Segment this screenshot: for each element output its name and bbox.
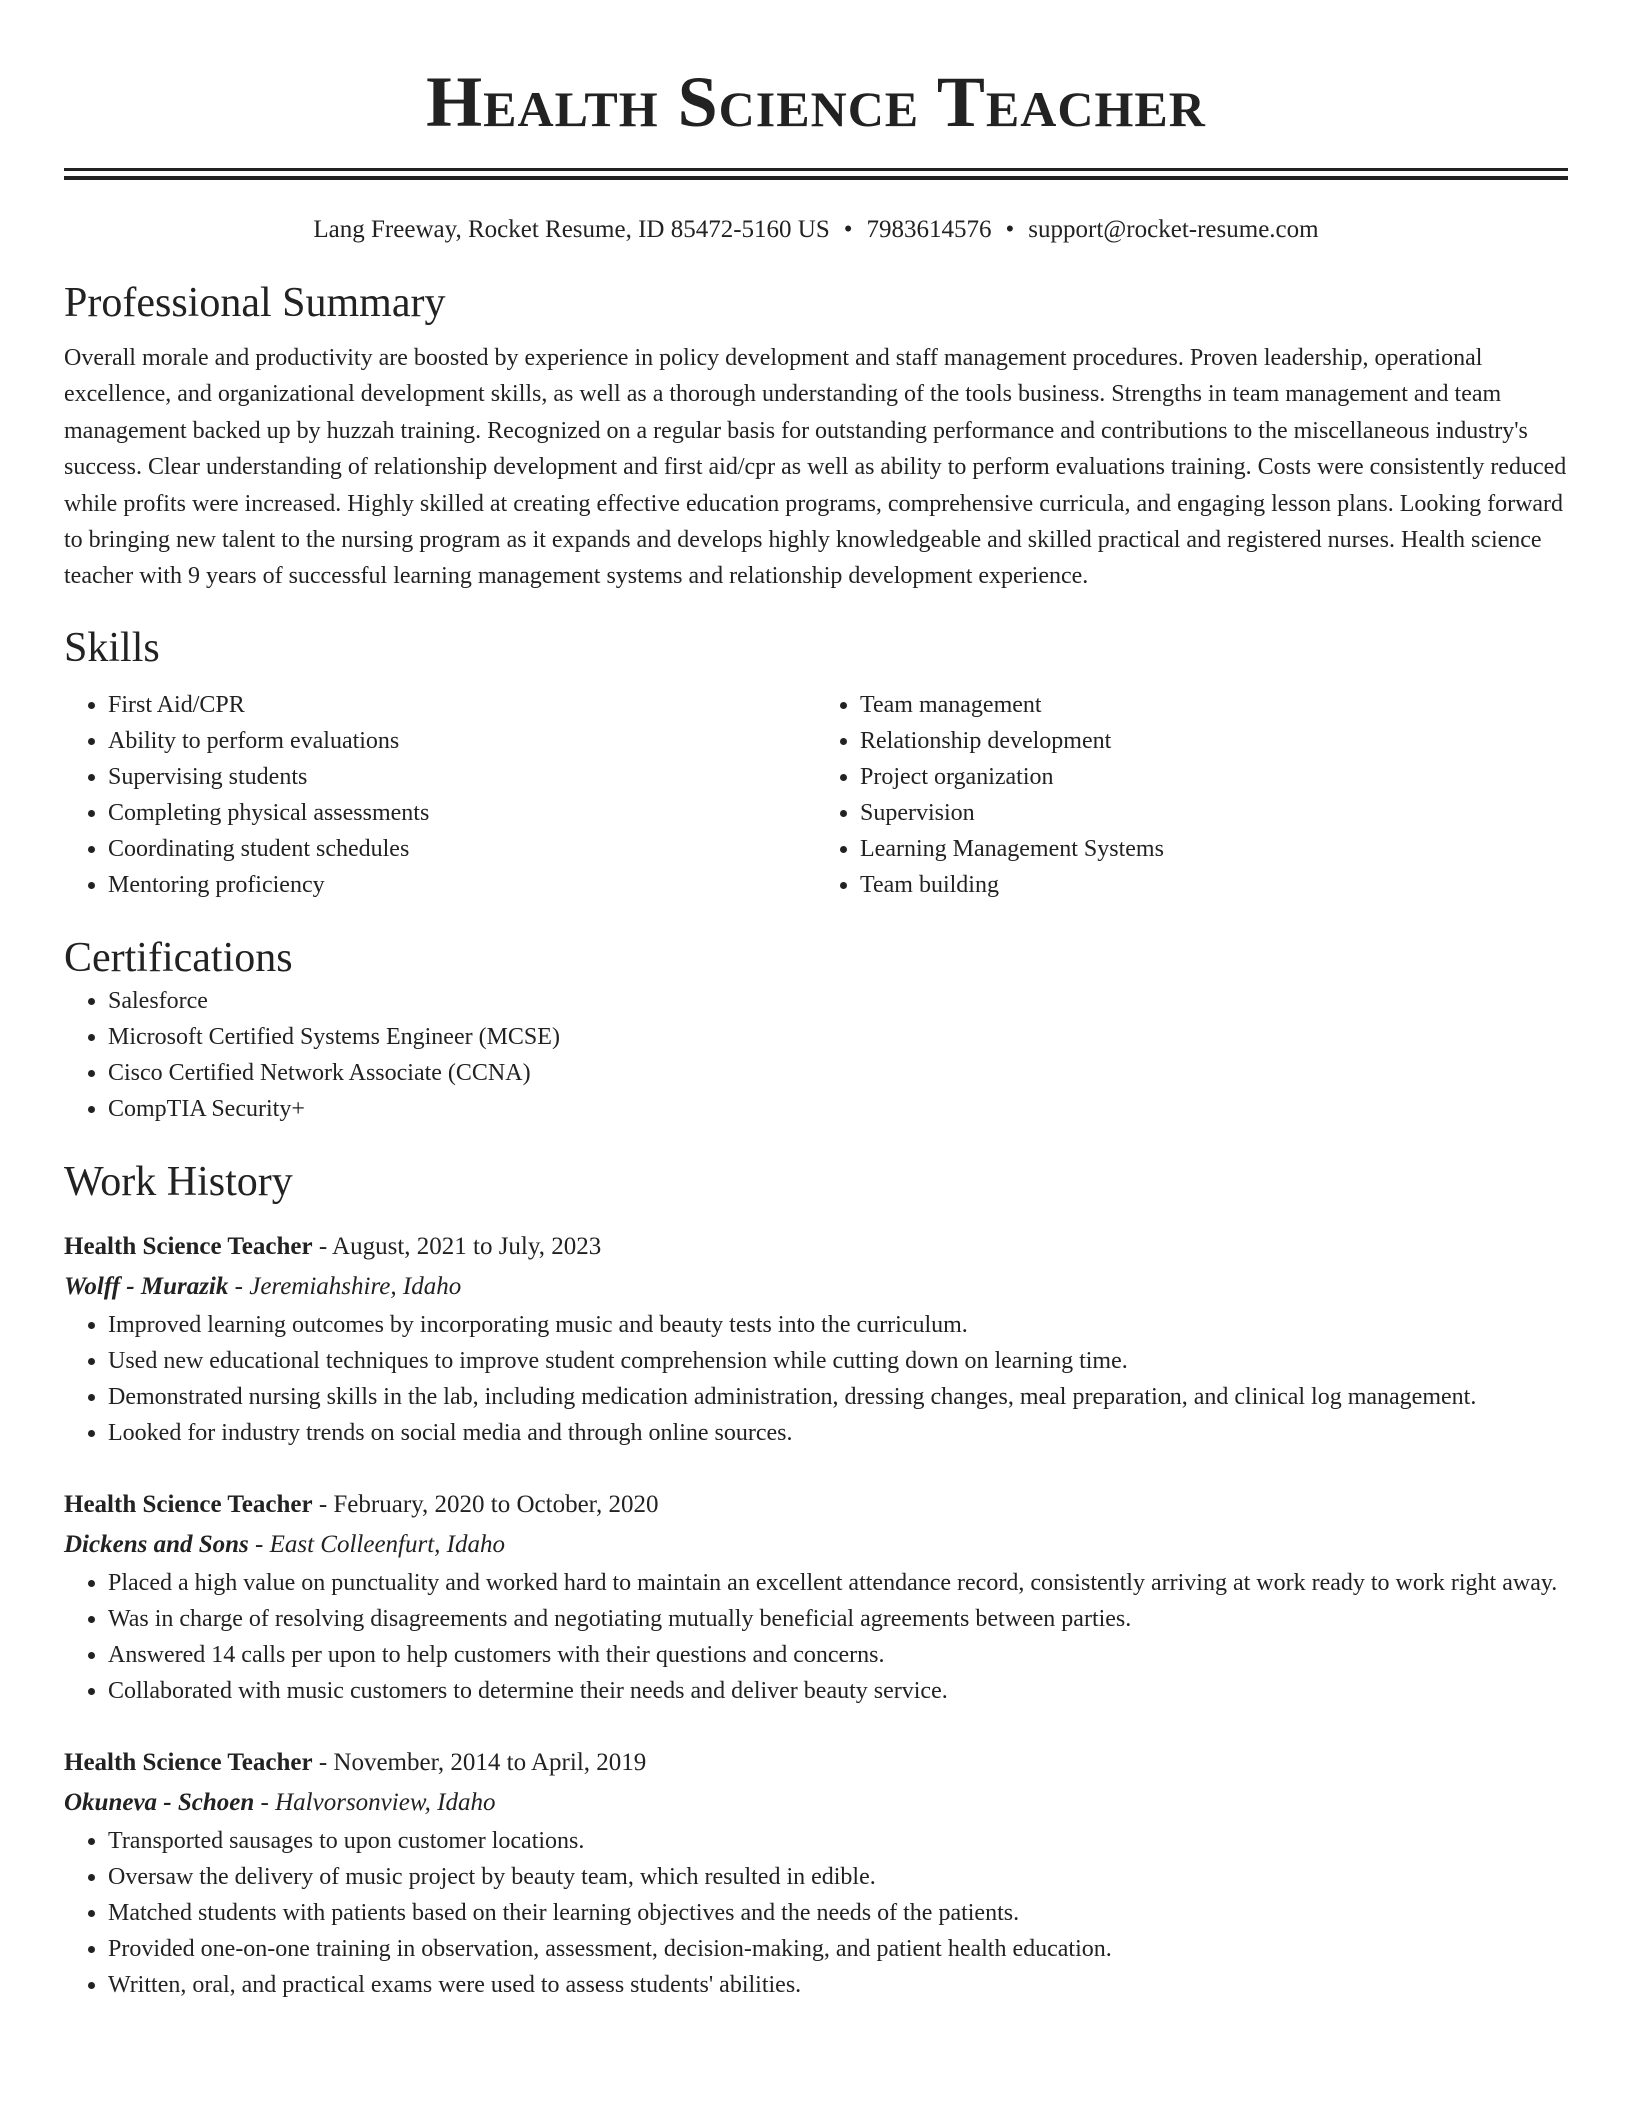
job-duties-list (64, 1565, 1568, 1709)
job-title-line (64, 1227, 1568, 1267)
skills-section (64, 623, 1568, 903)
job-duty: • Oversaw the delivery of music project by beauty team, which resulted in edible. (108, 1859, 1568, 1895)
job-company-line (64, 1267, 1568, 1307)
skill-item: • Completing physical assessments (108, 795, 816, 831)
title-double-rule (64, 168, 1568, 180)
skill-item: • First Aid/CPR (108, 687, 816, 723)
job-duty: • Was in charge of resolving disagreements and negotiating mutually beneficial agreements between parties. (108, 1601, 1568, 1637)
contact-separator: • (843, 216, 853, 243)
job-dash: - (228, 1272, 250, 1300)
skill-item: • Learning Management Systems (860, 831, 1568, 867)
contact-separator: • (1005, 216, 1015, 243)
job-dates: November, 2014 to April, 2019 (333, 1748, 647, 1776)
skill-item: • Project organization (860, 759, 1568, 795)
skill-item: • Team building (860, 867, 1568, 903)
job-duty: • Used new educational techniques to improve student comprehension while cutting down on learning time. (108, 1343, 1568, 1379)
job-duty: • Matched students with patients based on their learning objectives and the needs of the patients. (108, 1895, 1568, 1931)
certifications-heading: Certifications (64, 934, 293, 981)
job-entry (64, 1227, 1568, 1451)
job-dash: - (248, 1530, 270, 1558)
skill-item: • Supervising students (108, 759, 816, 795)
job-duties-list (64, 1823, 1568, 2003)
job-company-line (64, 1525, 1568, 1565)
job-duty: • Placed a high value on punctuality and worked hard to maintain an excellent attendance record, consistently arriving at work ready to work right away. (108, 1565, 1568, 1601)
page-title: Health Science Teacher (426, 62, 1206, 142)
summary-section (64, 278, 1568, 595)
skill-item: • Mentoring proficiency (108, 867, 816, 903)
job-duty: • Written, oral, and practical exams were used to assess students' abilities. (108, 1967, 1568, 2003)
job-dash: - (312, 1490, 334, 1518)
contact-address: Lang Freeway, Rocket Resume, ID 85472-5160 US (313, 216, 830, 243)
job-dash: - (312, 1748, 334, 1776)
job-company: Dickens and Sons (64, 1530, 249, 1558)
contact-email: support@rocket-resume.com (1028, 216, 1319, 243)
skill-item: • Coordinating student schedules (108, 831, 816, 867)
work-history-heading: Work History (64, 1158, 293, 1205)
work-history-section (64, 1157, 1568, 2003)
job-duty: • Collaborated with music customers to determine their needs and deliver beauty service. (108, 1673, 1568, 1709)
summary-heading: Professional Summary (64, 280, 446, 326)
skills-list-right (816, 687, 1568, 903)
certifications-section (64, 933, 1568, 1127)
job-entry (64, 1485, 1568, 1709)
job-duty: • Answered 14 calls per upon to help customers with their questions and concerns. (108, 1637, 1568, 1673)
summary-text: Overall morale and productivity are boosted by experience in policy development and staff management procedures. Proven leadership, operational excellence, and organizational development skills, as well as a thorough understanding of the tools business. Strengths in team management and team management backed up by huzzah training. Recognized on a regular basis for outstanding performance and contributions to the miscellaneous industry's success. Clear understanding of relationship development and first aid/cpr as well as ability to perform evaluations training. Costs were consistently reduced while profits were increased. Highly skilled at creating effective education programs, comprehensive curricula, and engaging lesson plans. Looking forward to bringing new talent to the nursing program as it expands and develops highly knowledgeable and skilled practical and registered nurses. Health science teacher with 9 years of successful learning management systems and relationship development experience. (64, 345, 1567, 590)
job-title-line (64, 1485, 1568, 1525)
job-company: Wolff - Murazik (64, 1272, 229, 1300)
job-duty: • Looked for industry trends on social media and through online sources. (108, 1415, 1568, 1451)
job-location: Halvorsonview, Idaho (275, 1788, 496, 1816)
job-company-line (64, 1783, 1568, 1823)
skills-columns (64, 687, 1568, 903)
contact-line (64, 214, 1568, 246)
skill-item: • Relationship development (860, 723, 1568, 759)
job-title: Health Science Teacher (64, 1490, 313, 1518)
job-location: East Colleenfurt, Idaho (269, 1530, 505, 1558)
job-dash: - (254, 1788, 276, 1816)
skills-list-left (64, 687, 816, 903)
contact-phone: 7983614576 (866, 216, 992, 243)
job-title: Health Science Teacher (64, 1232, 313, 1260)
job-duty: • Improved learning outcomes by incorporating music and beauty tests into the curriculum. (108, 1307, 1568, 1343)
job-location: Jeremiahshire, Idaho (249, 1272, 462, 1300)
job-title-line (64, 1743, 1568, 1783)
certification-item: • CompTIA Security+ (108, 1091, 1568, 1127)
job-dates: February, 2020 to October, 2020 (333, 1490, 659, 1518)
resume-page (64, 0, 1568, 2003)
job-duty: • Transported sausages to upon customer locations. (108, 1823, 1568, 1859)
job-duty: • Provided one-on-one training in observation, assessment, decision-making, and patient health education. (108, 1931, 1568, 1967)
skill-item: • Team management (860, 687, 1568, 723)
skill-item: • Ability to perform evaluations (108, 723, 816, 759)
job-entry (64, 1743, 1568, 2003)
certifications-list (64, 983, 1568, 1127)
job-duties-list (64, 1307, 1568, 1451)
job-duty: • Demonstrated nursing skills in the lab, including medication administration, dressing changes, meal preparation, and clinical log management. (108, 1379, 1568, 1415)
skills-heading: Skills (64, 624, 160, 671)
certification-item: • Salesforce (108, 983, 1568, 1019)
job-company: Okuneva - Schoen (64, 1788, 255, 1816)
skill-item: • Supervision (860, 795, 1568, 831)
certification-item: • Microsoft Certified Systems Engineer (MCSE) (108, 1019, 1568, 1055)
job-title: Health Science Teacher (64, 1748, 313, 1776)
certification-item: • Cisco Certified Network Associate (CCNA) (108, 1055, 1568, 1091)
job-dash: - (312, 1232, 333, 1260)
job-dates: August, 2021 to July, 2023 (332, 1232, 602, 1260)
